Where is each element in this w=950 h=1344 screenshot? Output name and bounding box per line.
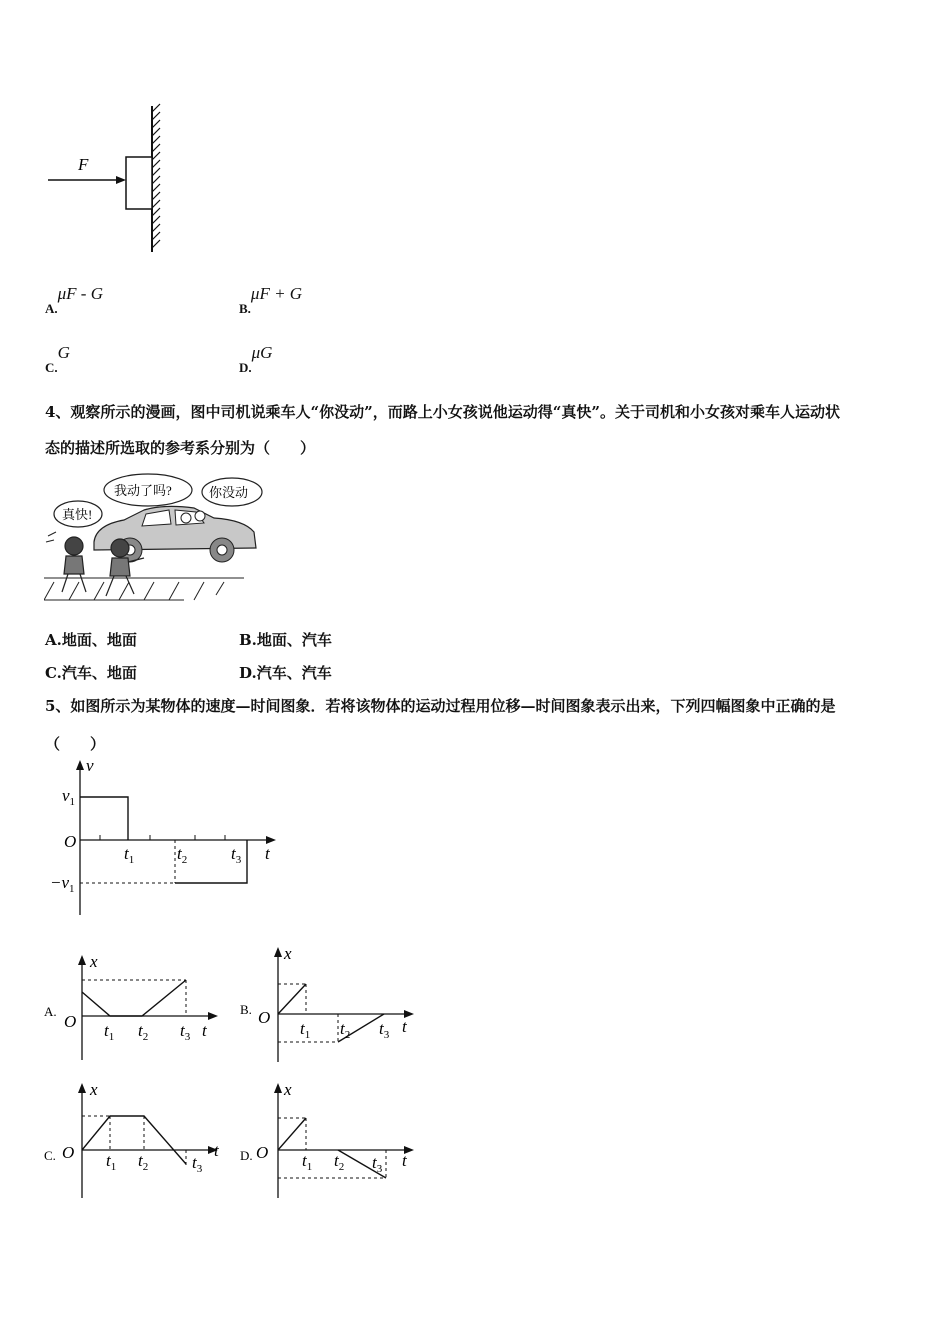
option-b[interactable]: B.μF + G — [239, 284, 303, 316]
vt-line-positive — [80, 797, 128, 840]
svg-text:t1: $t_1$ — [104, 1021, 115, 1043]
svg-text:x: x — [284, 1080, 292, 1099]
option-d-expr: μG — [251, 343, 273, 362]
svg-text:t2: $t_2$ — [138, 1151, 149, 1173]
svg-text:t3: $t_3$ — [192, 1153, 203, 1175]
svg-text:C.: C. — [44, 1148, 56, 1163]
svg-text:O: O — [256, 1143, 269, 1162]
svg-text:t: t — [265, 844, 270, 863]
ground — [44, 578, 244, 600]
xt-a-line — [82, 980, 186, 1016]
svg-text:t: t — [214, 1141, 219, 1160]
bubble-moved — [104, 474, 192, 506]
bubble-fast — [54, 501, 102, 527]
svg-text:t2: $t_2$ — [334, 1151, 345, 1173]
xt-graph-d[interactable] — [236, 1078, 426, 1203]
svg-text:t1: $t_1$ — [106, 1151, 117, 1173]
svg-text:t: t — [402, 1151, 407, 1170]
svg-text:A.: A. — [44, 1004, 57, 1019]
motion-lines — [46, 532, 56, 542]
svg-text:−v1: $-v_1$ — [50, 873, 75, 895]
option-b-expr: μF + G — [250, 284, 303, 303]
q4-option-d[interactable]: D.汽车、汽车 — [239, 664, 332, 682]
svg-text:t: t — [202, 1021, 207, 1040]
vt-graph — [40, 755, 290, 920]
svg-text:t1: $t_1$ — [300, 1019, 311, 1041]
svg-text:v: v — [86, 756, 94, 775]
svg-text:你没动: 你没动 — [209, 485, 249, 500]
bubble-still — [202, 478, 262, 506]
svg-text:t3: $t_3$ — [180, 1021, 191, 1043]
svg-text:x: x — [90, 952, 98, 971]
wall — [152, 104, 160, 252]
q4-text-line1: 4、观察所示的漫画，图中司机说乘车人“你没动”，而路上小女孩说他运动得“真快”。关于司机和小女孩对乘车人运动状 — [45, 403, 840, 421]
svg-text:v1: $v_1$ — [62, 786, 76, 808]
xt-b-line-1 — [278, 984, 306, 1014]
q4-option-b[interactable]: B.地面、汽车 — [239, 631, 332, 649]
option-a[interactable]: A.μF - G — [45, 284, 103, 316]
q4-option-a[interactable]: A.地面、地面 — [45, 631, 137, 649]
svg-text:t2: $t_2$ — [340, 1019, 351, 1041]
xt-graph-b[interactable] — [236, 942, 426, 1067]
xt-d-line-1 — [278, 1118, 306, 1150]
xt-graph-a[interactable] — [40, 950, 230, 1065]
option-d[interactable]: D.μG — [239, 343, 273, 375]
svg-text:D.: D. — [240, 1148, 253, 1163]
q5-text-line2: （ ） — [45, 735, 106, 753]
option-a-expr: μF - G — [57, 284, 103, 303]
svg-text:t: t — [402, 1017, 407, 1036]
svg-text:O: O — [62, 1143, 75, 1162]
wall-force-figure — [40, 100, 180, 260]
block — [126, 157, 152, 209]
svg-text:t1: $t_1$ — [124, 844, 135, 866]
svg-text:我动了吗?: 我动了吗? — [114, 483, 172, 498]
svg-text:O: O — [258, 1008, 271, 1027]
q5-text-line1: 5、如图所示为某物体的速度—时间图象．若将该物体的运动过程用位移—时间图象表示出来，下列四幅图象中正确的是 — [45, 697, 836, 715]
xt-c-line — [82, 1116, 186, 1164]
q4-option-c[interactable]: C.汽车、地面 — [45, 664, 137, 682]
svg-text:x: x — [90, 1080, 98, 1099]
svg-text:t3: $t_3$ — [231, 844, 242, 866]
svg-text:B.: B. — [240, 1002, 252, 1017]
svg-text:O: O — [64, 832, 77, 851]
q4-text-line2: 态的描述所选取的参考系分别为（ ） — [45, 439, 316, 457]
option-c[interactable]: C.G — [45, 343, 70, 375]
svg-text:t2: $t_2$ — [177, 844, 188, 866]
svg-text:t3: $t_3$ — [379, 1019, 390, 1041]
svg-text:t3: $t_3$ — [372, 1153, 383, 1175]
svg-text:t1: $t_1$ — [302, 1151, 313, 1173]
cartoon-figure — [44, 470, 264, 605]
force-label: F — [78, 155, 89, 174]
svg-text:x: x — [284, 944, 292, 963]
svg-text:真快!: 真快! — [62, 507, 93, 522]
force-arrowhead — [116, 176, 126, 184]
svg-text:O: O — [64, 1012, 77, 1031]
option-c-expr: G — [57, 343, 70, 362]
svg-text:t2: $t_2$ — [138, 1021, 149, 1043]
xt-graph-c[interactable] — [40, 1078, 230, 1203]
